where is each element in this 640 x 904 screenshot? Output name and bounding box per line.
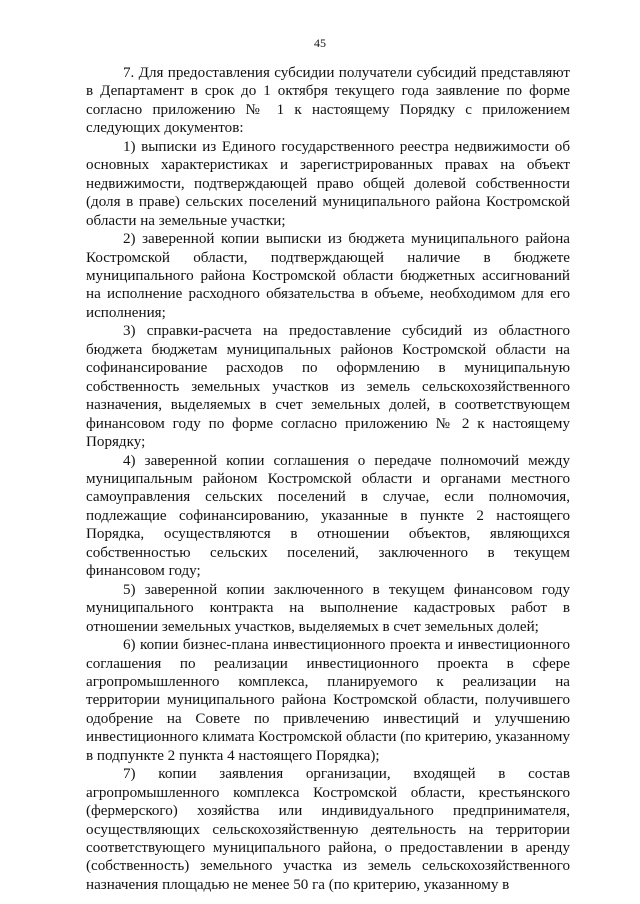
list-item-4: 4) заверенной копии соглашения о передаче полномочий между муниципальным районом Костромской области и органами местного самоуправления сельских поселений в случае, если полномочия, подлежащие софинансированию, указанные в пункте 2 настоящего Порядка, осуществляются в отношении объектов, являющихся собственностью сельских поселений, заключенного в текущем финансовом году; [86,452,570,580]
document-body [86,64,570,894]
list-item-2: 2) заверенной копии выписки из бюджета муниципального района Костромской области, подтверждающей наличие в бюджете муниципального района Костромской области бюджетных ассигнований на исполнение расходного обязательства в объеме, необходимом для его исполнения; [86,231,570,321]
page-number: 45 [314,36,326,50]
list-item-5: 5) заверенной копии заключенного в текущем финансовом году муниципального контракта на выполнение кадастровых работ в отношении земельных участков, выделяемых в счет земельных долей; [86,581,570,635]
list-item-1: 1) выписки из Единого государственного реестра недвижимости об основных характеристиках и зарегистрированных правах на объект недвижимости, подтверждающей право общей долевой собственности (доля в праве) сельских поселений муниципального района Костромской области на земельные участки; [86,138,570,229]
list-item-7: 7) копии заявления организации, входящей в состав агропромышленного комплекса Костромской области, крестьянского (фермерского) хозяйства или индивидуального предпринимателя, осуществляющих сельскохозяйственную деятельность на территории соответствующего муниципального района, о предоставлении в аренду (собственность) земельного участка из земель сельскохозяйственного назначения площадью не менее 50 га (по критерию, указанному в [86,766,570,893]
paragraph-intro: 7. Для предоставления субсидии получатели субсидий представляют в Департамент в срок до 1 октября текущего года заявление по форме согласно приложению № 1 к настоящему Порядку с приложением следующих документов: [86,65,570,137]
list-item-3: 3) справки-расчета на предоставление субсидий из областного бюджета бюджетам муниципальных районов Костромской области на софинансирование расходов по оформлению в муниципальную собственность земельных участков из земель сельскохозяйственного назначения, выделяемых в счет земельных долей, в соответствующем финансовом году по форме согласно приложению № 2 к настоящему Порядку; [86,323,570,451]
list-item-6: 6) копии бизнес-плана инвестиционного проекта и инвестиционного соглашения по реализации инвестиционного проекта в сфере агропромышленного комплекса, планируемого к реализации на территории муниципального района Костромской области, получившего одобрение на Совете по привлечению инвестиций и улучшению инвестиционного климата Костромской области (по критерию, указанному в подпункте 2 пункта 4 настоящего Порядка); [86,637,570,764]
